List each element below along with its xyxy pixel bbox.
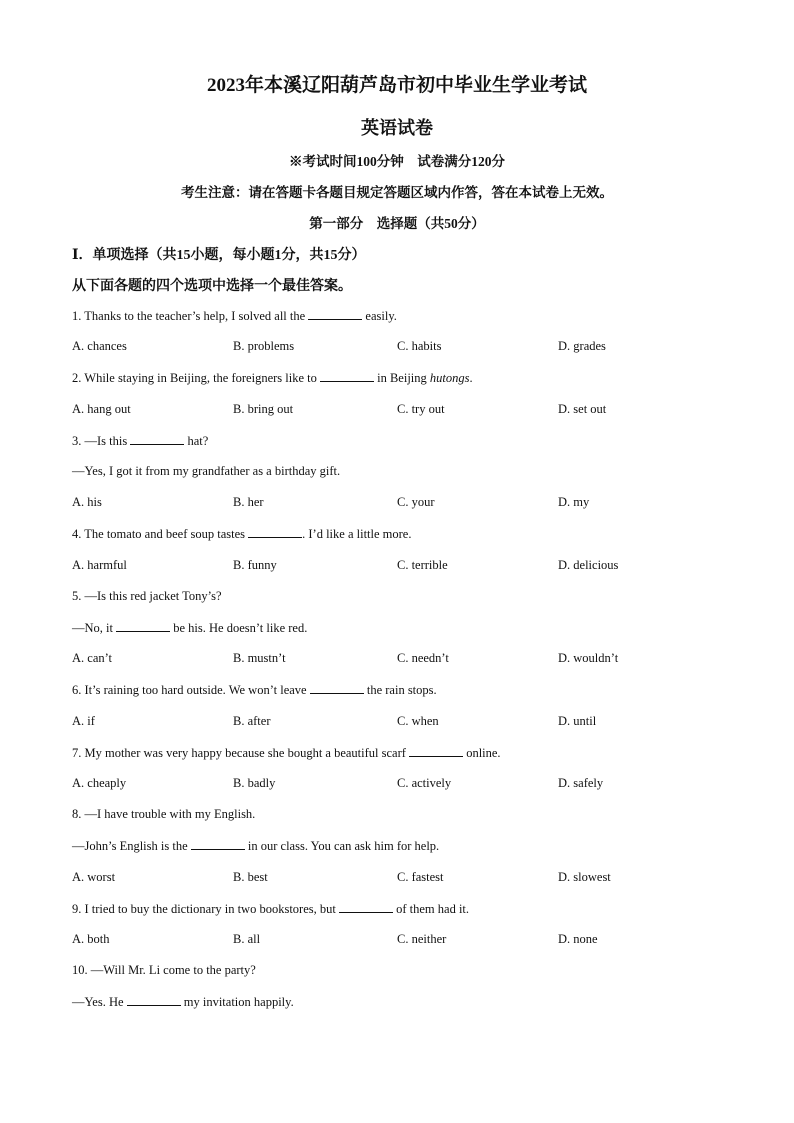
answer-option: A. his xyxy=(72,495,102,510)
question-text: 5. —Is this red jacket Tony’s? xyxy=(72,588,222,603)
answer-blank xyxy=(127,994,181,1006)
answer-option: B. her xyxy=(233,495,264,510)
question-text: 8. —I have trouble with my English. xyxy=(72,807,256,822)
answer-option: B. mustn’t xyxy=(233,651,286,666)
question-text: in our class. You can ask him for help. xyxy=(244,839,440,854)
question-italic-text: hutongs xyxy=(429,371,470,386)
answer-option: A. both xyxy=(72,932,110,946)
question-text: 9. I tried to buy the dictionary in two bookstores, but xyxy=(72,901,339,916)
answer-blank xyxy=(310,682,364,694)
answer-option: C. neither xyxy=(397,932,447,946)
answer-blank xyxy=(130,433,184,445)
answer-option: B. funny xyxy=(233,557,277,572)
answer-option: C. when xyxy=(397,713,439,728)
question-text: online. xyxy=(463,745,501,760)
question-text: —Yes, I got it from my grandfather as a birthday gift. xyxy=(72,464,341,478)
answer-option: D. safely xyxy=(558,776,604,790)
question-stem-line xyxy=(72,807,255,822)
question-stem-line xyxy=(72,308,397,324)
question-stem-line xyxy=(72,433,208,449)
question-text: in Beijing xyxy=(374,371,430,386)
answer-option: A. can’t xyxy=(72,651,113,666)
answer-option: D. until xyxy=(558,713,597,728)
question-text: —No, it xyxy=(72,621,117,635)
question-text: 7. My mother was very happy because she bought a beautiful scarf xyxy=(72,745,410,760)
answer-option: A. worst xyxy=(72,869,116,884)
answer-option: C. needn’t xyxy=(397,651,449,666)
answer-blank xyxy=(308,308,362,320)
question-text: —John’s English is the xyxy=(72,839,191,854)
answer-option: D. my xyxy=(558,495,590,510)
answer-option: B. all xyxy=(233,932,261,946)
answer-option: D. slowest xyxy=(558,869,611,884)
answer-option: A. hang out xyxy=(72,401,131,416)
answer-blank xyxy=(339,901,393,913)
question-text: 10. —Will Mr. Li come to the party? xyxy=(72,963,256,978)
question-text: easily. xyxy=(362,309,397,323)
question-stem-line xyxy=(72,745,501,761)
answer-option: B. after xyxy=(233,713,271,728)
question-text: hat? xyxy=(184,433,209,448)
exam-info: ※考试时间100分钟 试卷满分120分 xyxy=(289,154,505,169)
answer-option: C. habits xyxy=(397,339,442,354)
answer-option: B. best xyxy=(233,869,268,884)
question-stem-line xyxy=(72,589,222,604)
part-heading: 第一部分 选择题（共50分） xyxy=(309,216,485,231)
question-text: my invitation happily. xyxy=(180,995,294,1010)
candidate-notice: 考生注意：请在答题卡各题目规定答题区域内作答，答在本试卷上无效。 xyxy=(181,185,613,200)
question-text: . xyxy=(469,371,473,386)
answer-blank xyxy=(116,620,170,632)
question-stem-line xyxy=(72,464,340,479)
question-text: be his. He doesn’t like red. xyxy=(170,621,308,635)
question-stem-line xyxy=(72,901,469,917)
question-stem-line xyxy=(72,620,307,636)
answer-option: D. grades xyxy=(558,339,606,354)
section-instruction: 从下面各题的四个选项中选择一个最佳答案。 xyxy=(72,279,352,294)
question-text: 6. It’s raining too hard outside. We won’t leave xyxy=(72,683,310,698)
answer-option: C. actively xyxy=(397,776,452,790)
question-stem-line xyxy=(72,994,294,1010)
answer-option: A. cheaply xyxy=(72,776,127,790)
exam-subtitle: 英语试卷 xyxy=(361,118,433,138)
question-text: 1. Thanks to the teacher’s help, I solved all the xyxy=(72,309,309,323)
answer-option: A. if xyxy=(72,713,95,728)
answer-blank xyxy=(191,838,245,850)
question-stem-line xyxy=(72,526,411,542)
answer-option: C. try out xyxy=(397,401,445,416)
question-text: of them had it. xyxy=(392,901,470,916)
question-stem-line xyxy=(72,963,256,978)
question-text: —Yes. He xyxy=(72,995,127,1010)
answer-option: B. badly xyxy=(233,776,276,790)
answer-option: D. wouldn’t xyxy=(558,651,619,666)
answer-option: A. harmful xyxy=(72,557,127,572)
answer-option: D. none xyxy=(558,932,598,946)
answer-blank xyxy=(248,526,302,538)
answer-option: C. fastest xyxy=(397,869,444,884)
answer-blank xyxy=(409,745,463,757)
answer-blank xyxy=(320,370,374,382)
answer-option: C. your xyxy=(397,495,435,510)
question-stem-line xyxy=(72,370,473,386)
question-text: 4. The tomato and beef soup tastes xyxy=(72,527,249,542)
exam-title: 2023年本溪辽阳葫芦岛市初中毕业生学业考试 xyxy=(206,75,587,96)
question-text: . I’d like a little more. xyxy=(302,527,412,542)
answer-option: D. delicious xyxy=(558,557,619,572)
question-text: the rain stops. xyxy=(363,683,437,698)
answer-option: B. bring out xyxy=(233,401,294,416)
question-stem-line xyxy=(72,682,437,698)
answer-option: D. set out xyxy=(558,401,607,416)
answer-option: C. terrible xyxy=(397,557,448,572)
question-text: 2. While staying in Beijing, the foreigners like to xyxy=(72,371,320,386)
question-text: 3. —Is this xyxy=(72,433,131,448)
question-stem-line xyxy=(72,838,439,854)
answer-option: B. problems xyxy=(233,339,295,354)
section-heading: Ⅰ．单项选择（共15小题，每小题1分，共15分） xyxy=(72,248,366,263)
answer-option: A. chances xyxy=(72,339,127,354)
